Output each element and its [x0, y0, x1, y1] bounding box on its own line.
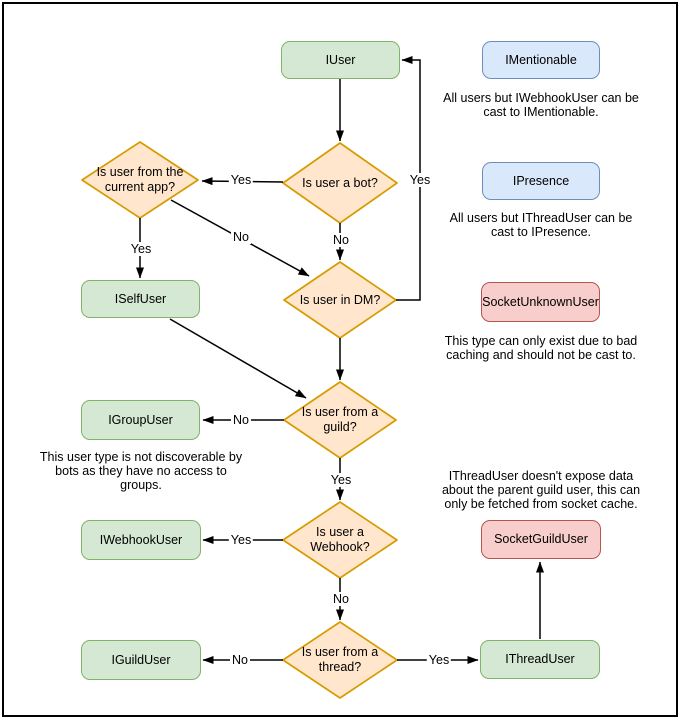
decision-is-current-app [82, 142, 198, 218]
node-socketunknownuser-label: SocketUnknownUser [482, 294, 599, 309]
node-iuser-label: IUser [325, 52, 356, 67]
note-ipresence: All users but IThreadUser can be cast to IPresence. [449, 211, 633, 239]
decision-is-dm [284, 262, 396, 338]
decision-is-dm-label: Is user in DM? [299, 292, 381, 307]
edge-label-dm-to-iuser: Yes [409, 173, 431, 187]
note-socketunknownuser: This type can only exist due to bad caching and should not be cast to. [444, 334, 638, 362]
edge-label-thread-to-iguilduser: No [232, 653, 248, 667]
node-igroupuser-label: IGroupUser [108, 412, 173, 427]
node-socketguilduser-label: SocketGuildUser [494, 532, 588, 547]
edge-label-bot-to-current-app: Yes [230, 173, 252, 187]
node-ithreaduser-label: IThreadUser [505, 652, 575, 667]
note-imentionable: All users but IWebhookUser can be cast to IMentionable. [443, 91, 639, 119]
node-iguilduser [81, 640, 201, 680]
node-iwebhookuser-label: IWebhookUser [99, 532, 183, 547]
node-iguilduser-label: IGuildUser [111, 652, 171, 667]
node-imentionable [482, 41, 600, 79]
edge-label-current-app-to-iselfuser: Yes [130, 242, 152, 256]
node-iuser [281, 41, 400, 79]
decision-is-bot-label: Is user a bot? [302, 175, 378, 190]
node-iwebhookuser [81, 520, 201, 560]
node-socketunknownuser [481, 282, 600, 322]
decision-is-thread [283, 622, 397, 698]
node-imentionable-label: IMentionable [505, 52, 577, 67]
decision-is-webhook-label: Is user a Webhook? [310, 525, 370, 554]
node-iselfuser-label: ISelfUser [114, 291, 167, 306]
node-iselfuser [81, 280, 200, 318]
node-igroupuser [81, 400, 200, 440]
edge-label-webhook-to-iwebhookuser: Yes [230, 533, 252, 547]
edge-label-bot-to-dm: No [333, 233, 349, 247]
edge-label-guild-to-webhook: Yes [330, 473, 352, 487]
node-ipresence-label: IPresence [512, 173, 570, 188]
decision-is-bot [283, 143, 397, 223]
note-igroupuser: This user type is not discoverable by bots as they have no access to groups. [39, 450, 243, 492]
decision-is-webhook [283, 502, 397, 578]
edge-label-guild-to-igroupuser: No [233, 413, 249, 427]
decision-is-current-app-label: Is user from the current app? [96, 165, 184, 194]
node-socketguilduser [481, 520, 601, 559]
note-socketguilduser: IThreadUser doesn't expose data about the parent guild user, this can only be fetched from socket cache. [441, 469, 641, 511]
edge-label-current-app-to-dm: No [233, 230, 249, 244]
edge-label-webhook-to-thread: No [333, 592, 349, 606]
decision-is-guild-label: Is user from a guild? [301, 405, 379, 434]
node-ithreaduser [480, 640, 600, 679]
node-ipresence [482, 162, 600, 200]
decision-is-thread-label: Is user from a thread? [301, 645, 379, 674]
edge-label-thread-to-ithreaduser: Yes [428, 653, 450, 667]
decision-is-guild [284, 382, 396, 458]
